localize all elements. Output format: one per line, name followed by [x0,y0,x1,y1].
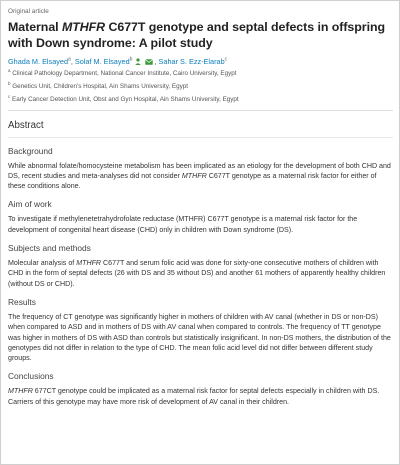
background-text: While abnormal folate/homocysteine metabolism has been implicated as an etiology for the development of both CHD and DS, recent studies and meta-analyses did not consider MTHFR C677T genotype as a maternal risk factor for either of these conditions alone. [8,161,391,191]
methods-heading: Subjects and methods [8,243,91,254]
title-gene: MTHFR [61,20,106,34]
author-link[interactable]: Solaf M. Elsayed [74,57,130,66]
author-affiliation-sup: a [68,56,71,63]
person-icon[interactable] [135,58,141,67]
aim-text: To investigate if methylenetetrahydrofolate reductase (MTHFR) C677T genotype is a maternal risk factor for the development of congenital heart disease (CHD) only in children with Down syndrome (DS). [8,215,358,234]
article-content [8,8,393,407]
author-link[interactable]: Sahar S. Ezz-Elarab [158,57,225,66]
article-type-label: Original article [8,8,49,15]
article-title [8,20,393,51]
author-link[interactable]: Ghada M. Elsayed [8,57,69,66]
results-text: The frequency of CT genotype was significantly higher in mothers of children with AV canal (whether in DS or non-DS) when compared to ASD and in mothers of DS with AV canal when compared to controls. The frequency of TT genotype was higher in mothers of DS with ASD than controls but statistically insignificant. In non-DS mothers, the distribution of the genotypes did not differ in relation to the type of CHD. The mean folic acid level did not differ between different study groups. [8,312,391,363]
divider [8,110,393,111]
abstract-heading: Abstract [8,119,44,131]
conclusions-heading: Conclusions [8,371,54,382]
affiliation-item: $^c$ Early Cancer Detection Unit, Obst and Gyn Hospital, Ain Shams University, Egypt [8,93,239,103]
affiliation-item: $^b$ Genetics Unit, Children's Hospital, Ain Shams University, Egypt [8,80,188,90]
aim-heading: Aim of work [8,199,52,210]
methods-text: Molecular analysis of MTHFR C677T and serum folic acid was done for sixty-one consecutive mothers of children with CHD in the form of septal defects (26 with DS and 35 without DS) and another 61 mothers of apparently healthy children (without DS or CHD). [8,259,386,288]
results-heading: Results [8,296,36,307]
author-affiliation-sup: c [224,56,228,63]
email-icon[interactable] [145,58,153,67]
affiliation-item: $^a$ Clinical Pathology Department, National Cancer Institute, Cairo University, Egypt [8,67,237,77]
author-list: Ghada M. Elsayed$^a$, Solaf M. Elsayed$^b$ , Sahar S. Ezz-Elarab$^c$ [8,56,228,66]
title-part2: C677T genotype and septal defects in offspring with Down syndrome: A pilot study [8,20,385,50]
conclusions-text: MTHFR 677CT genotype could be implicated as a maternal risk factor for septal defects especially in children with DS. Carriers of this genotype may have more risk of development of AV canal in their children. [8,387,380,406]
background-heading: Background [8,145,53,156]
author-affiliation-sup: b [129,56,133,63]
title-part1: Maternal [8,20,62,34]
divider [8,137,393,138]
affiliation-list [8,67,393,104]
